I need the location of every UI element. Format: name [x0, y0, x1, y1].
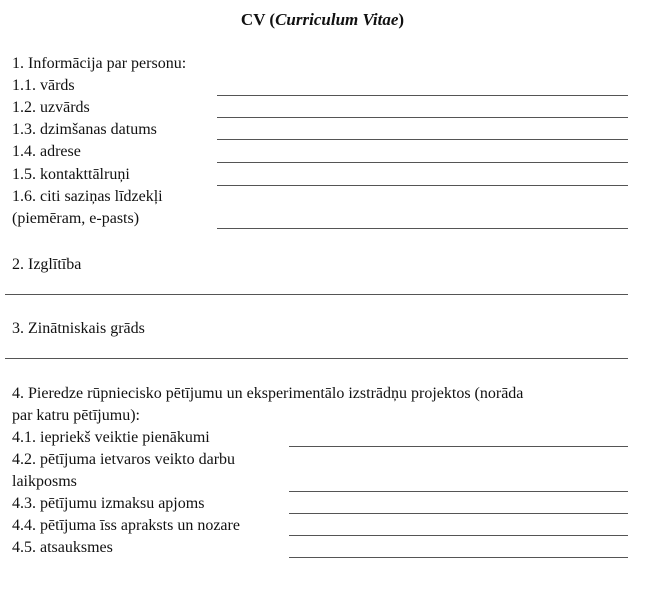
section4-heading-line1: 4. Pieredze rūpniecisko pētījumu un eksperimentālo izstrādņu projektos (norāda — [12, 385, 524, 402]
description-field-line[interactable] — [289, 535, 628, 536]
phones-field-line[interactable] — [217, 185, 628, 186]
field-label-work-period-2: laikposms — [12, 473, 77, 490]
field-label-first-name: 1.1. vārds — [12, 77, 75, 94]
work-period-field-line[interactable] — [289, 491, 628, 492]
education-field-line[interactable] — [5, 294, 628, 295]
previous-duties-field-line[interactable] — [289, 446, 628, 447]
title-suffix: ) — [398, 10, 405, 29]
other-contacts-field-line[interactable] — [217, 228, 628, 229]
first-name-field-line[interactable] — [217, 95, 628, 96]
field-label-birth-date: 1.3. dzimšanas datums — [12, 121, 157, 138]
field-label-references: 4.5. atsauksmes — [12, 539, 113, 556]
section2-heading: 2. Izglītība — [12, 256, 82, 273]
degree-field-line[interactable] — [5, 358, 628, 359]
section4-heading-line2: par katru pētījumu): — [12, 407, 140, 424]
field-label-cost-volume: 4.3. pētījumu izmaksu apjoms — [12, 495, 205, 512]
last-name-field-line[interactable] — [217, 117, 628, 118]
section3-heading: 3. Zinātniskais grāds — [12, 320, 145, 337]
field-label-last-name: 1.2. uzvārds — [12, 99, 90, 116]
address-field-line[interactable] — [217, 162, 628, 163]
cost-volume-field-line[interactable] — [289, 513, 628, 514]
field-label-other-contacts-example: (piemēram, e-pasts) — [12, 210, 140, 227]
field-label-phones: 1.5. kontakttālruņi — [12, 166, 130, 183]
title-italic: Curriculum Vitae — [275, 10, 399, 29]
field-label-description: 4.4. pētījuma īss apraksts un nozare — [12, 517, 240, 534]
field-label-address: 1.4. adrese — [12, 143, 81, 160]
birth-date-field-line[interactable] — [217, 139, 628, 140]
field-label-previous-duties: 4.1. iepriekš veiktie pienākumi — [12, 429, 210, 446]
page-title — [0, 9, 645, 31]
title-prefix: CV ( — [240, 10, 276, 29]
field-label-other-contacts: 1.6. citi saziņas līdzekļi — [12, 188, 163, 205]
section1-heading: 1. Informācija par personu: — [12, 55, 187, 72]
field-label-work-period: 4.2. pētījuma ietvaros veikto darbu — [12, 451, 236, 468]
references-field-line[interactable] — [289, 557, 628, 558]
